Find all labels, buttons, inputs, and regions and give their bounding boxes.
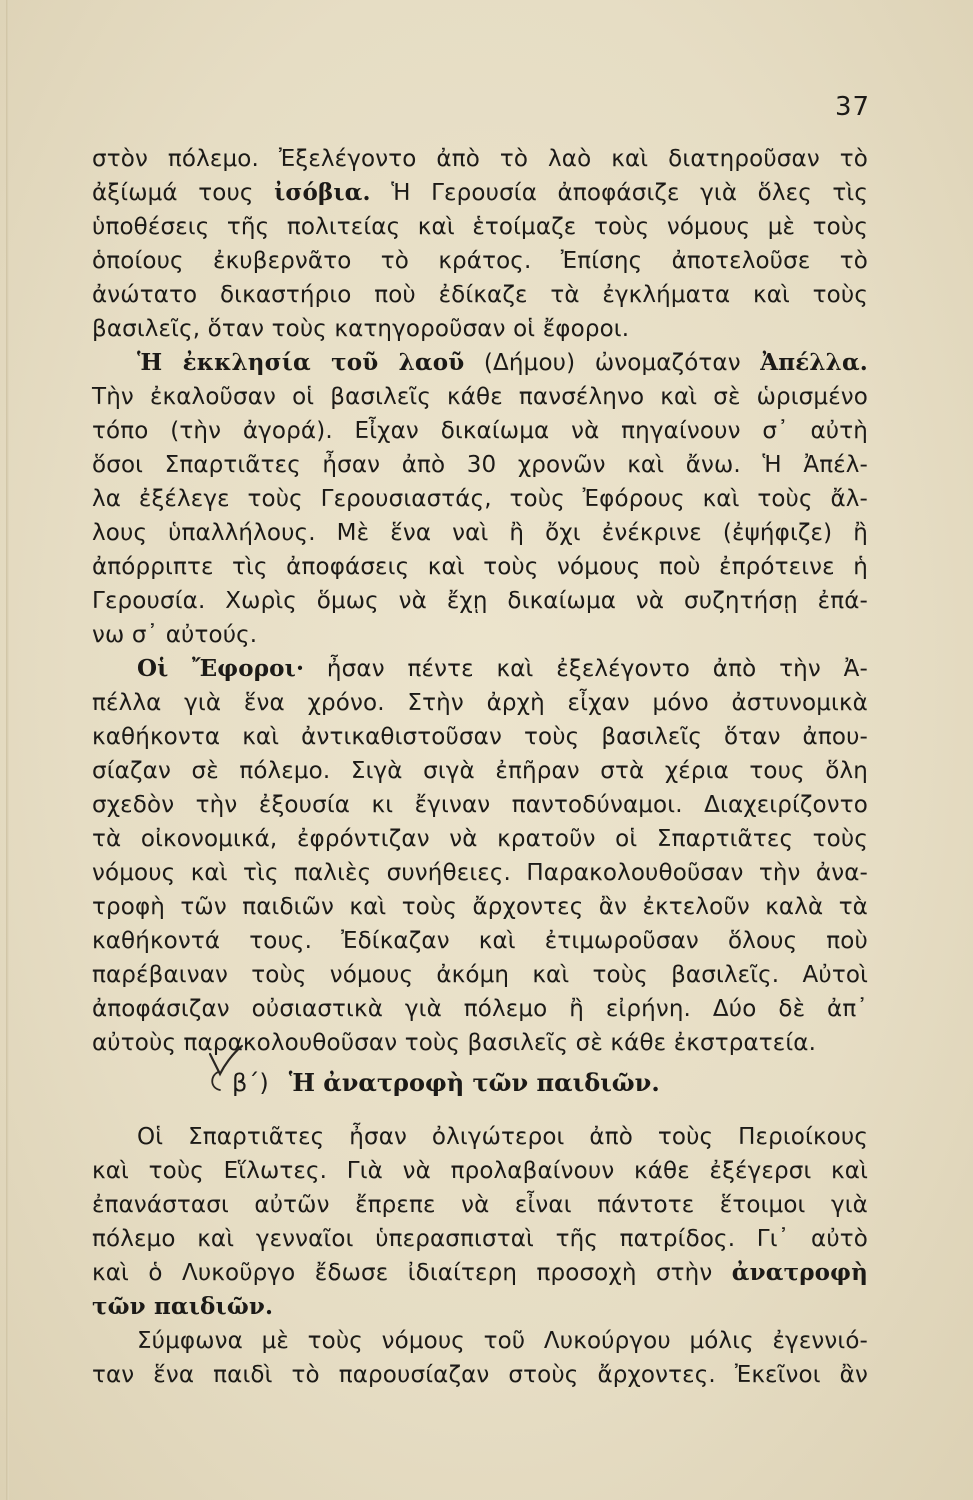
bold-term-apella: Ἀπέλλα.: [760, 349, 868, 376]
text-line: [92, 176, 868, 210]
text-span: (Δήμου) ὠνομαζόταν: [464, 350, 761, 376]
text-line: τὰ οἰκονομικά, ἐφρόντιζαν νὰ κρατοῦν οἱ Σπαρτιᾶτες τοὺς: [92, 826, 868, 852]
text-line: λους ὑπαλλήλους. Μὲ ἕνα ναὶ ἢ ὄχι ἐνέκρινε (ἐψήφιζε) ἢ: [92, 520, 868, 546]
text-line: ὑποθέσεις τῆς πολιτείας καὶ ἑτοίμαζε τοὺς νόμους μὲ τοὺς: [92, 214, 868, 240]
text-line: στὸν πόλεμο. Ἐξελέγοντο ἀπὸ τὸ λαὸ καὶ διατηροῦσαν τὸ: [92, 146, 868, 172]
text-line: νόμους καὶ τὶς παλιὲς συνήθειες. Παρακολουθοῦσαν τὴν ἀνα-: [92, 860, 868, 886]
text-line: ἀποφάσιζαν οὐσιαστικὰ γιὰ πόλεμο ἢ εἰρήνη. Δύο δὲ ἀπ᾽: [92, 996, 868, 1022]
text-line: [92, 1256, 868, 1290]
text-line: ἐπανάστασι αὐτῶν ἔπρεπε νὰ εἶναι πάντοτε ἕτοιμοι γιὰ: [92, 1192, 868, 1218]
text-line: Τὴν ἐκαλοῦσαν οἱ βασιλεῖς κάθε πανσέληνο καὶ σὲ ὡρισμένο: [92, 384, 868, 410]
page-number: 37: [835, 92, 871, 122]
text-line: πέλλα γιὰ ἕνα χρόνο. Στὴν ἀρχὴ εἶχαν μόνο ἀστυνομικὰ: [92, 690, 868, 716]
paragraph-start-line: [92, 652, 868, 686]
text-line: ἀπόρριπτε τὶς ἀποφάσεις καὶ τοὺς νόμους ποὺ ἐπρότεινε ἡ: [92, 554, 868, 580]
section-heading: [232, 1066, 660, 1100]
bold-term-efori: Οἱ Ἔφοροι·: [137, 655, 305, 682]
paragraph-start-line: Σύμφωνα μὲ τοὺς νόμους τοῦ Λυκούργου μόλις ἐγεννιό-: [137, 1328, 868, 1354]
bold-term-ekklisia: Ἡ ἐκκλησία τοῦ λαοῦ: [137, 349, 465, 376]
text-line: νω σ᾽ αὐτούς.: [92, 622, 258, 648]
bold-term-paidion: τῶν παιδιῶν.: [92, 1293, 274, 1320]
text-line: καθήκοντά τους. Ἐδίκαζαν καὶ ἐτιμωροῦσαν ὅλους ποὺ: [92, 928, 868, 954]
text-line: τόπο (τὴν ἀγορά). Εἶχαν δικαίωμα νὰ πηγαίνουν σ᾽ αὐτὴ: [92, 418, 868, 444]
text-line: ταν ἕνα παιδὶ τὸ παρουσίαζαν στοὺς ἄρχοντες. Ἐκεῖνοι ἂν: [92, 1362, 868, 1388]
text-line: λα ἐξέλεγε τοὺς Γερουσιαστάς, τοὺς Ἐφόρους καὶ τοὺς ἄλ-: [92, 486, 868, 512]
text-line: τροφὴ τῶν παιδιῶν καὶ τοὺς ἄρχοντες ἂν ἐκτελοῦν καλὰ τὰ: [92, 894, 868, 920]
text-line: πόλεμο καὶ γενναῖοι ὑπερασπισταὶ τῆς πατρίδος. Γι᾽ αὐτὸ: [92, 1226, 868, 1252]
text-line: ὁποίους ἐκυβερνᾶτο τὸ κράτος. Ἐπίσης ἀποτελοῦσε τὸ: [92, 248, 868, 274]
bold-term-anatrofi: ἀνατροφὴ: [731, 1259, 868, 1286]
text-line: ὅσοι Σπαρτιᾶτες ἦσαν ἀπὸ 30 χρονῶν καὶ ἄνω. Ἡ Ἀπέλ-: [92, 452, 868, 478]
section-title: Ἡ ἀνατροφὴ τῶν παιδιῶν.: [288, 1068, 660, 1097]
text-span: καὶ ὁ Λυκοῦργο ἔδωσε ἰδιαίτερη προσοχὴ στὴν: [92, 1260, 732, 1286]
text-line: καὶ τοὺς Εἵλωτες. Γιὰ νὰ προλαβαίνουν κάθε ἐξέγερσι καὶ: [92, 1158, 868, 1184]
text-line: Γερουσία. Χωρὶς ὅμως νὰ ἔχῃ δικαίωμα νὰ συζητήσῃ ἐπά-: [92, 588, 868, 614]
text-span: ἦσαν πέντε καὶ ἐξελέγοντο ἀπὸ τὴν Ἀ-: [304, 656, 868, 682]
page-gutter: [6, 0, 9, 1500]
paragraph-start-line: Οἱ Σπαρτιᾶτες ἦσαν ὀλιγώτεροι ἀπὸ τοὺς Περιοίκους: [137, 1124, 868, 1150]
text-line: παρέβαιναν τοὺς νόμους ἀκόμη καὶ τοὺς βασιλεῖς. Αὐτοὶ: [92, 962, 868, 988]
paragraph-start-line: [92, 346, 868, 380]
text-line: ἀνώτατο δικαστήριο ποὺ ἐδίκαζε τὰ ἐγκλήματα καὶ τοὺς: [92, 282, 868, 308]
text-line: [92, 1290, 868, 1324]
text-line: καθήκοντα καὶ ἀντικαθιστοῦσαν τοὺς βασιλεῖς ὅταν ἀπου-: [92, 724, 868, 750]
bold-term-isovia: ἰσόβια.: [274, 179, 371, 206]
text-span: Ἡ Γερουσία ἀποφάσιζε γιὰ ὅλες τὶς: [370, 180, 868, 206]
text-line: βασιλεῖς, ὅταν τοὺς κατηγοροῦσαν οἱ ἔφοροι.: [92, 316, 630, 342]
text-line: σίαζαν σὲ πόλεμο. Σιγὰ σιγὰ ἐπῆραν στὰ χέρια τους ὅλη: [92, 758, 868, 784]
text-line: αὐτοὺς παρακολουθοῦσαν τοὺς βασιλεῖς σὲ κάθε ἐκστρατεία.: [92, 1030, 817, 1056]
text-line: σχεδὸν τὴν ἐξουσία κι ἔγιναν παντοδύναμοι. Διαχειρίζοντο: [92, 792, 868, 818]
section-label: β΄): [232, 1069, 269, 1097]
text-span: ἀξίωμά τους: [92, 180, 275, 206]
